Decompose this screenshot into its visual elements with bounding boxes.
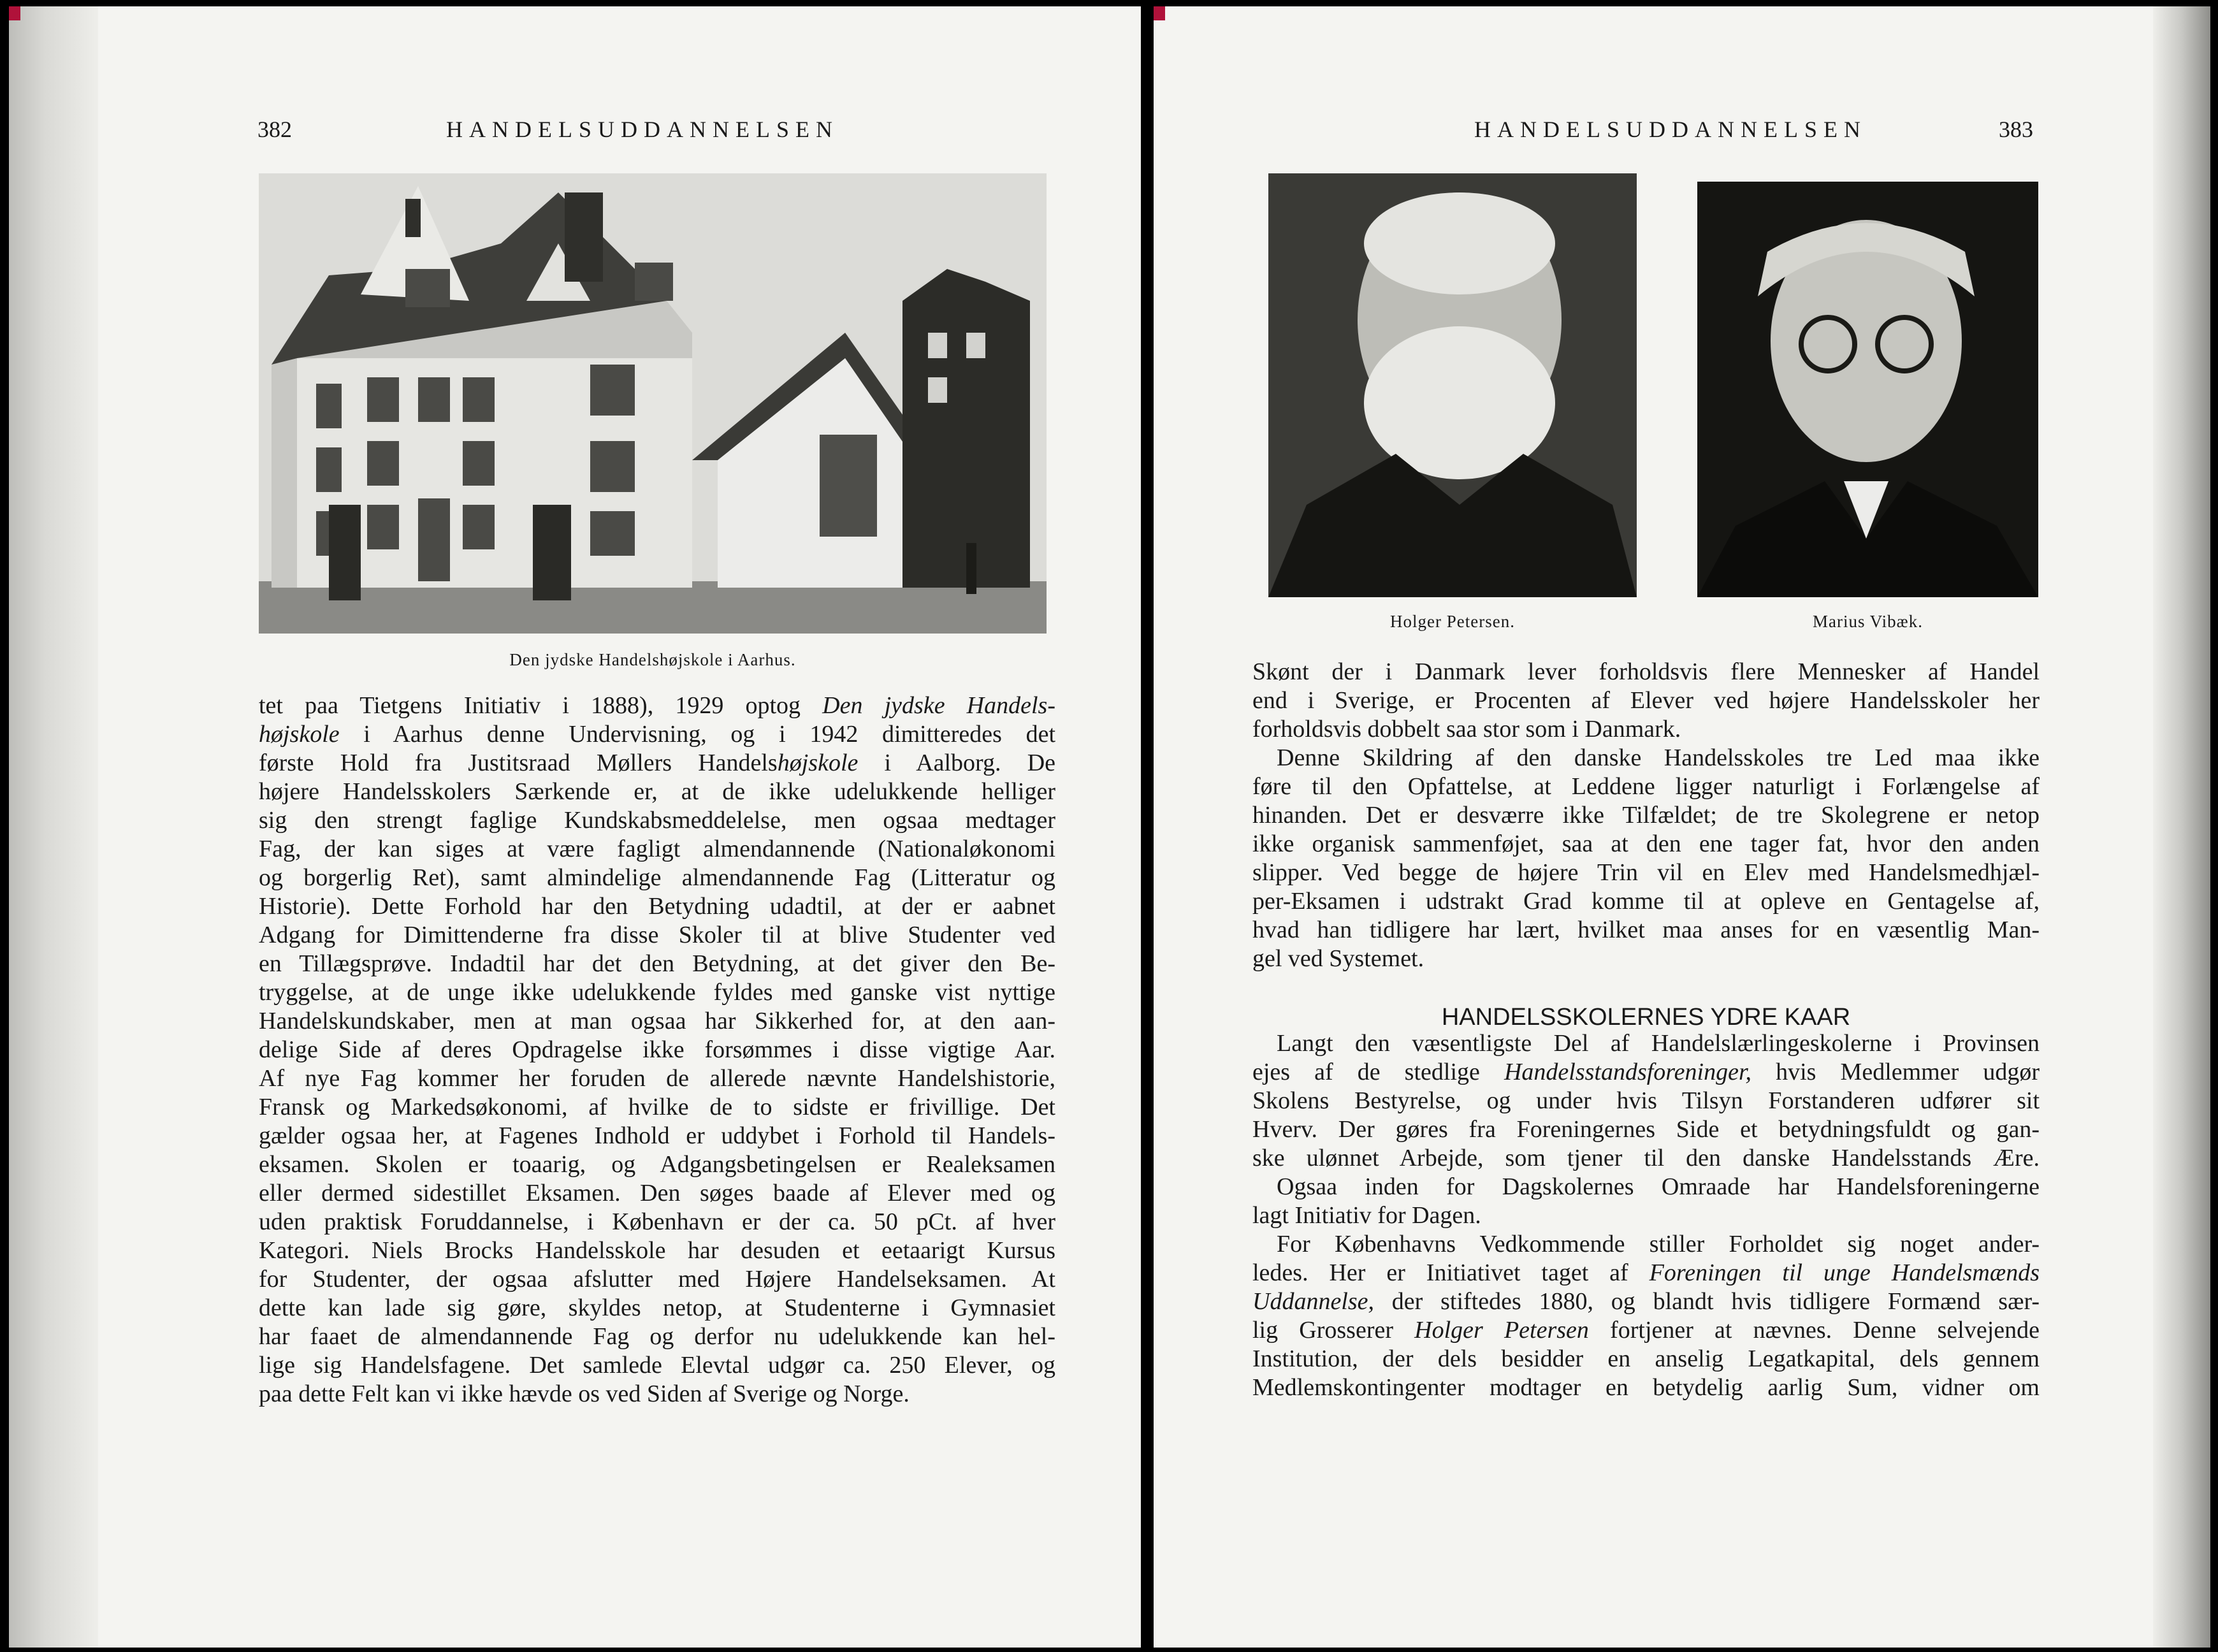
- text-line: eller dermed sidestillet Eksamen. Den søges baade af Elever med og: [259, 1180, 1055, 1206]
- text-line: Medlemskontingenter modtager en betydelig aarlig Sum, vidner om: [1252, 1374, 2040, 1401]
- portrait-caption: Holger Petersen.: [1390, 612, 1515, 631]
- text-line: har faaet de almendannende Fag og derfor nu udelukkende kan hel-: [259, 1323, 1055, 1350]
- figure-caption: Den jydske Handelshøjskole i Aarhus.: [509, 650, 796, 669]
- page-marker: [1154, 6, 1165, 20]
- text-line: lagt Initiativ for Dagen.: [1252, 1202, 1481, 1229]
- text-line: slipper. Ved begge de højere Trin vil en Elev med Handelsmedhjæl-: [1252, 859, 2040, 886]
- text-line: Hverv. Der gøres fra Foreningernes Side et betydningsfuldt og gan-: [1252, 1116, 2040, 1143]
- text-line: lig Grosserer Holger Petersen fortjener at nævnes. Denne selvejende: [1252, 1317, 2040, 1344]
- text-line: end i Sverige, er Procenten af Elever ved højere Handelsskoler her: [1252, 687, 2040, 714]
- text-line: gel ved Systemet.: [1252, 945, 1424, 972]
- text-line: ejes af de stedlige Handelsstandsforeninger, hvis Medlemmer udgør: [1252, 1059, 2040, 1085]
- page-number: 383: [1999, 117, 2033, 142]
- page-marker: [9, 6, 20, 20]
- portrait-caption: Marius Vibæk.: [1813, 612, 1923, 631]
- text-line: og borgerlig Ret), samt almindelige almendannende Fag (Litteratur og: [259, 864, 1055, 891]
- body-text: [1252, 658, 2040, 973]
- running-head: HANDELSUDDANNELSEN: [1474, 117, 1867, 142]
- text-line: hinanden. Det er desværre ikke Tilfældet; de tre Skolegrene er netop: [1252, 802, 2040, 829]
- body-text: [259, 692, 1055, 1409]
- text-line: Af nye Fag kommer her foruden de allerede nævnte Handelshistorie,: [259, 1065, 1055, 1092]
- text-line: gælder ogsaa her, at Fagenes Indhold er uddybet i Forhold til Handels-: [259, 1122, 1055, 1149]
- text-line: Skolens Bestyrelse, og under hvis Tilsyn Forstanderen udfører sit: [1252, 1087, 2040, 1114]
- text-line: Fag, der kan siges at være fagligt almendannende (Nationaløkonomi: [259, 836, 1055, 862]
- text-line: for Studenter, der ogsaa afslutter med Højere Handelseksamen. At: [259, 1266, 1055, 1293]
- text-line: dette kan lade sig gøre, skyldes netop, at Studenterne i Gymnasiet: [259, 1294, 1055, 1321]
- text-line: første Hold fra Justitsraad Møllers Handelshøjskole i Aalborg. De: [259, 750, 1055, 776]
- text-line: føre til den Opfattelse, at Leddene ligger naturligt i Forlængelse af: [1252, 773, 2040, 800]
- page-edge-shadow: [9, 6, 98, 1648]
- text-line: uden praktisk Foruddannelse, i København er der ca. 50 pCt. af hver: [259, 1208, 1055, 1235]
- text-line: Denne Skildring af den danske Handelsskoles tre Led maa ikke: [1277, 744, 2040, 771]
- text-line: lige sig Handelsfagene. Det samlede Elevtal udgør ca. 250 Elever, og: [259, 1352, 1055, 1379]
- text-line: Fransk og Markedsøkonomi, af hvilke de to sidste er frivillige. Det: [259, 1094, 1055, 1120]
- right-page: [1154, 6, 2210, 1648]
- text-line: Ogsaa inden for Dagskolernes Omraade har Handelsforeningerne: [1277, 1173, 2040, 1200]
- text-line: hvad han tidligere har lært, hvilket maa anses for en væsentlig Man-: [1252, 917, 2040, 943]
- text-line: sig den strengt faglige Kundskabsmeddelelse, men ogsaa medtager: [259, 807, 1055, 834]
- text-line: højskole i Aarhus denne Undervisning, og i 1942 dimitteredes det: [259, 721, 1055, 748]
- text-line: For Københavns Vedkommende stiller Forholdet sig noget ander-: [1277, 1231, 2040, 1257]
- text-line: Handelskundskaber, men at man ogsaa har Sikkerhed for, at den aan-: [259, 1008, 1055, 1034]
- text-line: Kategori. Niels Brocks Handelsskole har desuden et eetaarigt Kursus: [259, 1237, 1055, 1264]
- text-line: Uddannelse, der stiftedes 1880, og blandt hvis tidligere Formænd sær-: [1252, 1288, 2040, 1315]
- building-photo: [259, 173, 1047, 634]
- body-text: [1252, 1029, 2040, 1402]
- text-line: Historie). Dette Forhold har den Betydning udadtil, at der er aabnet: [259, 893, 1055, 920]
- portrait-marius-vibaek: [1697, 182, 2038, 597]
- text-line: forholdsvis dobbelt saa stor som i Danmark.: [1252, 716, 1681, 743]
- left-page: [9, 6, 1141, 1648]
- text-line: Adgang for Dimittenderne fra disse Skoler til at blive Studenter ved: [259, 922, 1055, 948]
- text-line: tet paa Tietgens Initiativ i 1888), 1929 optog Den jydske Handels-: [259, 692, 1055, 719]
- text-line: ske ulønnet Arbejde, som tjener til den danske Handelsstands Ære.: [1252, 1145, 2040, 1171]
- text-line: tryggelse, at de unge ikke udelukkende fyldes med ganske vist nyttige: [259, 979, 1055, 1006]
- page-number: 382: [257, 117, 292, 142]
- text-line: ikke organisk sammenføjet, saa at den ene tager fat, hvor den anden: [1252, 830, 2040, 857]
- page-edge-shadow: [2153, 6, 2210, 1648]
- text-line: eksamen. Skolen er toaarig, og Adgangsbetingelsen er Realeksamen: [259, 1151, 1055, 1178]
- running-head: HANDELSUDDANNELSEN: [446, 117, 839, 142]
- text-line: en Tillægsprøve. Indadtil har det den Betydning, at det giver den Be-: [259, 950, 1055, 977]
- section-heading: HANDELSSKOLERNES YDRE KAAR: [1441, 1004, 1851, 1031]
- text-line: højere Handelsskolers Særkende er, at de ikke udelukkende helliger: [259, 778, 1055, 805]
- text-line: paa dette Felt kan vi ikke hævde os ved Siden af Sverige og Norge.: [259, 1380, 910, 1407]
- text-line: delige Side af deres Opdragelse ikke forsømmes i disse vigtige Aar.: [259, 1036, 1055, 1063]
- text-line: per-Eksamen i udstrakt Grad komme til at opleve en Gentagelse af,: [1252, 888, 2040, 915]
- text-line: ledes. Her er Initiativet taget af Foreningen til unge Handelsmænds: [1252, 1259, 2040, 1286]
- text-line: Skønt der i Danmark lever forholdsvis flere Mennesker af Handel: [1252, 658, 2040, 685]
- text-line: Institution, der dels besidder en anselig Legatkapital, dels gennem: [1252, 1345, 2040, 1372]
- text-line: Langt den væsentligste Del af Handelslærlingeskolerne i Provinsen: [1277, 1030, 2040, 1057]
- portrait-holger-petersen: [1268, 173, 1637, 597]
